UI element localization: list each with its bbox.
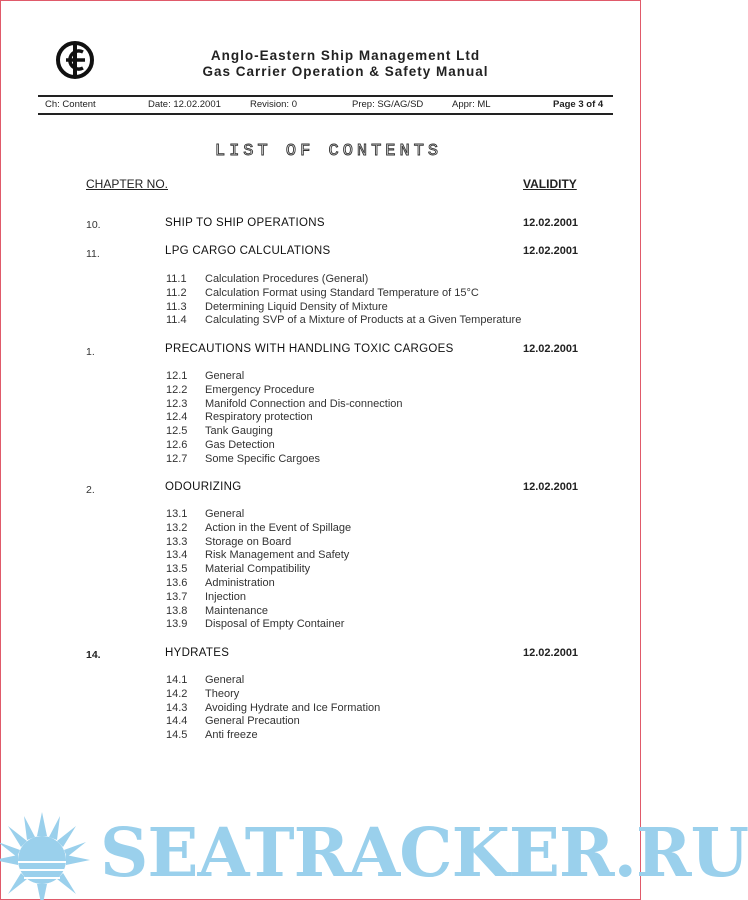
- section-list: [166, 508, 351, 632]
- list-item: 14.3 Avoiding Hydrate and Ice Formation: [166, 701, 381, 714]
- chapter-number: 10.: [86, 219, 101, 231]
- chapter-validity: 12.02.2001: [523, 217, 579, 229]
- section-list: [166, 674, 380, 743]
- list-item: 11.2 Calculation Format using Standard Temperature of 15°C: [166, 286, 479, 299]
- chapter-title: HYDRATES: [165, 647, 230, 659]
- list-item: 13.8 Maintenance: [166, 604, 268, 617]
- header-date: Date: 12.02.2001: [148, 99, 221, 110]
- list-item: 11.1 Calculation Procedures (General): [166, 273, 369, 285]
- list-item: 12.3 Manifold Connection and Dis-connection: [166, 397, 403, 410]
- list-item: 13.2 Action in the Event of Spillage: [166, 521, 352, 534]
- list-item: 13.3 Storage on Board: [166, 535, 292, 548]
- list-item: 13.7 Injection: [166, 590, 246, 603]
- chapter-title: SHIP TO SHIP OPERATIONS: [165, 217, 325, 229]
- header-revision: Revision: 0: [250, 99, 297, 110]
- header-rule-top: [38, 95, 613, 97]
- list-item: 12.1 General: [166, 370, 245, 382]
- list-item: 11.3 Determining Liquid Density of Mixture: [166, 300, 388, 313]
- list-item: 13.6 Administration: [166, 576, 275, 589]
- header-prepared: Prep: SG/AG/SD: [352, 99, 424, 110]
- manual-name: Gas Carrier Operation & Safety Manual: [202, 64, 489, 79]
- column-chapter-heading: CHAPTER NO.: [86, 177, 169, 191]
- section-list: [166, 273, 521, 328]
- list-item: 14.2 Theory: [166, 687, 240, 700]
- chapter-number: 14.: [86, 649, 101, 661]
- list-item: 13.4 Risk Management and Safety: [166, 549, 350, 562]
- chapter-title: ODOURIZING: [165, 481, 242, 493]
- chapter-validity: 12.02.2001: [523, 481, 579, 493]
- column-validity-heading: VALIDITY: [523, 177, 577, 191]
- chapter-validity: 12.02.2001: [523, 647, 579, 659]
- chapter-validity: 12.02.2001: [523, 245, 579, 257]
- header-page: Page 3 of 4: [553, 99, 604, 110]
- header-rule-bottom: [38, 113, 613, 115]
- list-item: 13.1 General: [166, 508, 245, 520]
- chapter-number: 11.: [86, 248, 100, 260]
- list-item: 13.5 Material Compatibility: [166, 563, 311, 576]
- list-item: 14.1 General: [166, 674, 245, 686]
- header-chapter: Ch: Content: [45, 99, 96, 110]
- list-item: 12.5 Tank Gauging: [166, 425, 273, 438]
- watermark-text: SEATRACKER.RU: [100, 813, 748, 892]
- list-title: LIST OF CONTENTS: [214, 142, 443, 161]
- list-item: 14.5 Anti freeze: [166, 729, 258, 742]
- list-item: 11.4 Calculating SVP of a Mixture of Products at a Given Temperature: [166, 314, 522, 327]
- company-name: Anglo-Eastern Ship Management Ltd: [210, 48, 481, 63]
- section-list: [166, 370, 403, 467]
- chapter-number: 2.: [86, 484, 95, 496]
- list-item: 13.9 Disposal of Empty Container: [166, 618, 345, 631]
- list-item: 14.4 General Precaution: [166, 715, 300, 728]
- chapter-title: LPG CARGO CALCULATIONS: [165, 245, 331, 257]
- document-title: [0, 48, 641, 80]
- chapter-title: PRECAUTIONS WITH HANDLING TOXIC CARGOES: [165, 343, 454, 355]
- chapter-number: 1.: [86, 346, 95, 358]
- chapter-validity: 12.02.2001: [523, 343, 579, 355]
- list-item: 12.7 Some Specific Cargoes: [166, 452, 320, 465]
- list-item: 12.2 Emergency Procedure: [166, 383, 315, 396]
- list-item: 12.4 Respiratory protection: [166, 411, 313, 424]
- header-approved: Appr: ML: [452, 99, 491, 110]
- list-item: 12.6 Gas Detection: [166, 438, 275, 451]
